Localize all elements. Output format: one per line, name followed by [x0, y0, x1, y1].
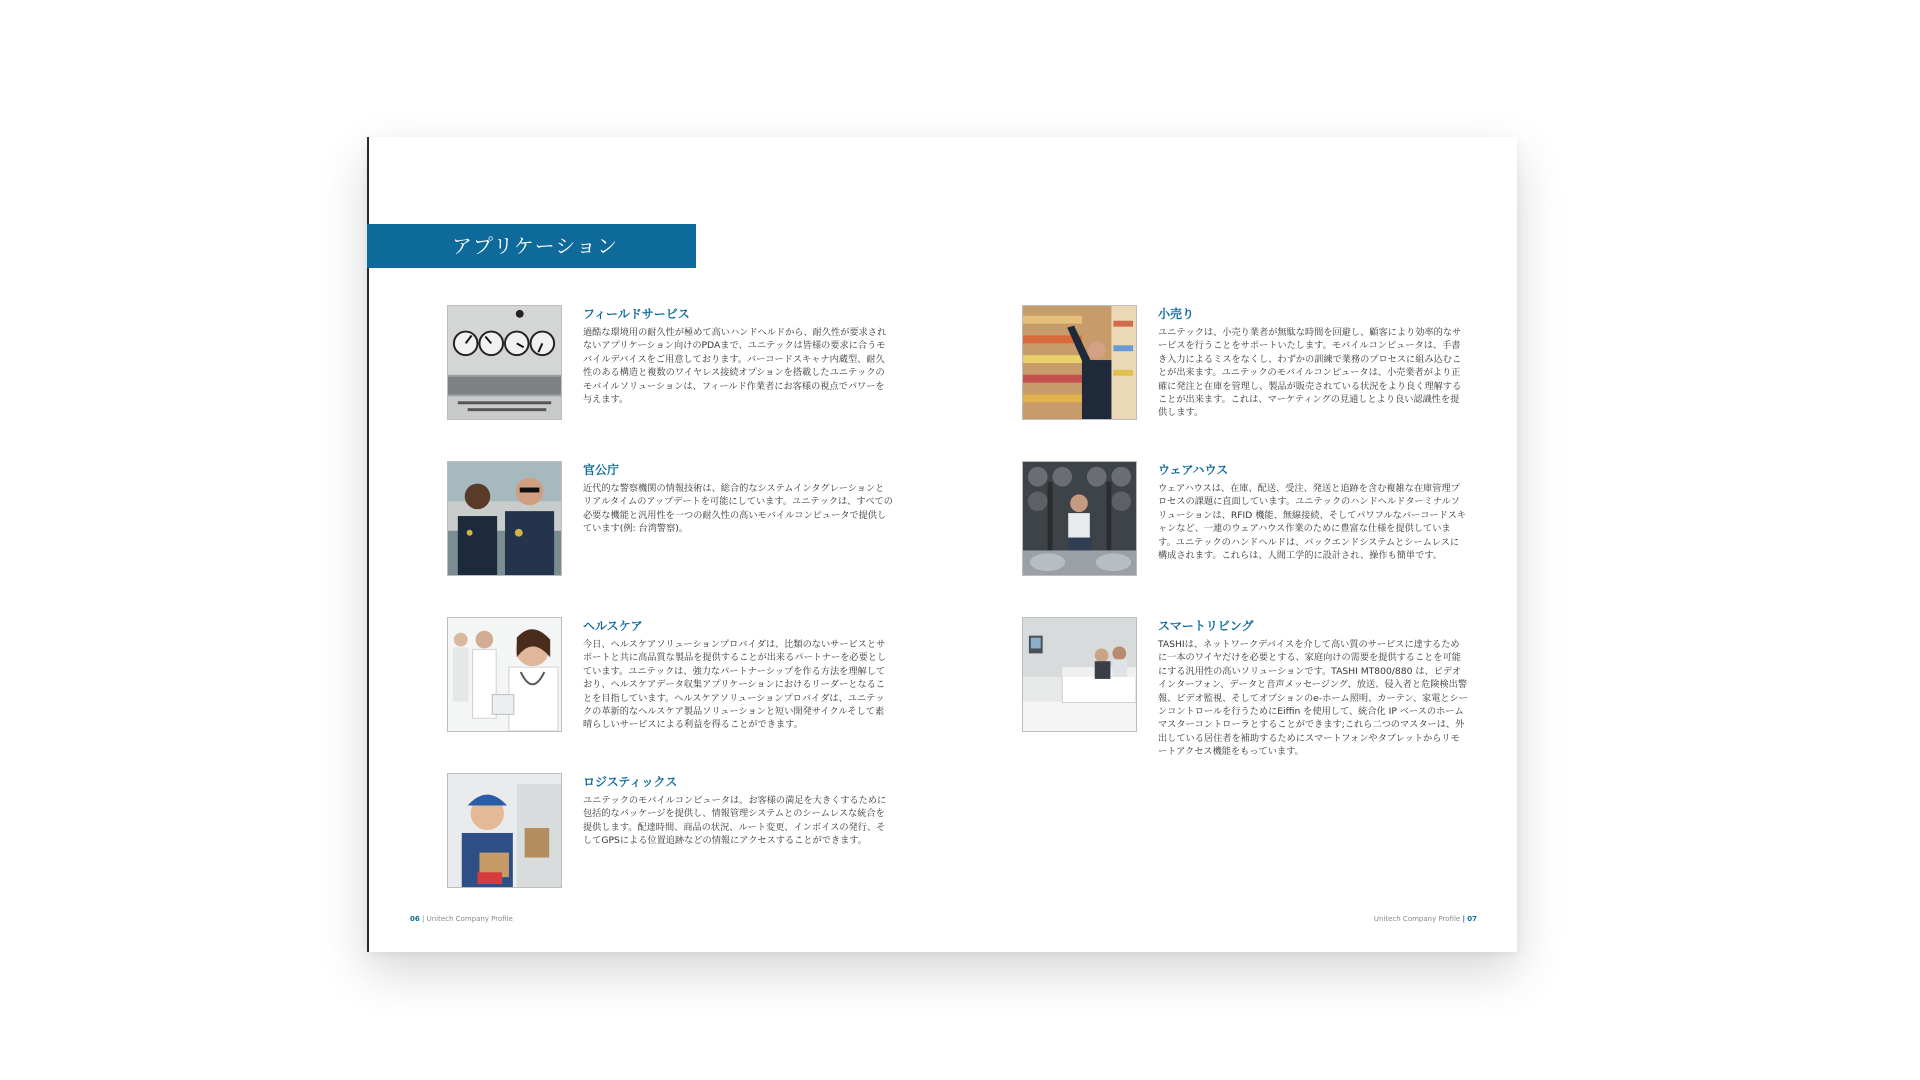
section-title: アプリケーション: [452, 234, 618, 258]
item-description: ユニテックのモバイルコンピュータは、お客様の満足を大きくするために包括的なパッケージを提供し、情報管理システムとのシームレスな統合を提供します。配達時間、商品の状況、ルート変更、インボイスの発行、そしてGPSによる位置追跡などの情報にアクセスすることができます。: [583, 795, 887, 847]
page-number-right: 07: [1467, 915, 1477, 923]
police-officers-photo: [447, 461, 562, 576]
item-title: フィールドサービス: [583, 307, 690, 321]
smart-living-room-photo: [1022, 617, 1137, 732]
application-smart-living: [1022, 617, 1468, 758]
item-title: ロジスティックス: [583, 775, 678, 789]
folio-separator: |: [1462, 915, 1466, 923]
item-description: 今日、ヘルスケアソリューションプロバイダは、比類のないサービスとサポートと共に高品質な製品を提供することが出来るパートナーを必要としています。ユニテックは、強力なパートナーシップを作る方法を理解しており、ヘルスケアデータ収集アプリケーションにおけるリーダーとなることを目指しています。ヘルスケアソリューションプロバイダは、ユニテックの革新的なヘルスケア製品ソリューションと短い開発サイクルそして素晴らしいサービスによる利益を得ることができます。: [583, 639, 887, 731]
item-title: ウェアハウス: [1158, 463, 1229, 477]
folio-text-left: Unitech Company Profile: [426, 915, 513, 923]
application-healthcare: [447, 617, 887, 737]
delivery-worker-photo: [447, 773, 562, 888]
application-logistics: [447, 773, 887, 893]
application-government: [447, 461, 893, 581]
item-description: ウェアハウスは、在庫、配送、受注、発送と追跡を含む複雑な在庫管理プロセスの課題に直面しています。ユニテックのハンドヘルドターミナルソリューションは、RFID 機能、無線接続、そしてパワフルなバーコードスキャンなど、一連のウェアハウス作業のために豊富な仕様を提供しています。ユニテックのハンドヘルドは、バックエンドシステムとシームレスに構成されます。これらは、人間工学的に設計され、操作も簡単です。: [1158, 483, 1467, 562]
application-warehouse: [1022, 461, 1467, 581]
folio-right: [1374, 915, 1477, 923]
item-title: スマートリビング: [1158, 619, 1254, 633]
warehouse-forklift-photo: [1022, 461, 1137, 576]
application-field-service: [447, 305, 887, 425]
retail-shelf-photo: [1022, 305, 1137, 420]
item-description: TASHIは、ネットワークデバイスを介して高い質のサービスに達するために一本のワイヤだけを必要とする、家庭向けの需要を提供することを可能にする汎用性の高いソリューションです。TASHI MT800/880 は、ビデオインターフォン、データと音声メッセージング、放送、侵入者と危険検出警報、ビデオ監視、そしてオプションのe-ホーム照明、カーテン、家電とシーンコントロールを行うためにEiffin を使用して、統合化 IP ベースのホームマスターコントローラとすることができます;これら二つのマスターは、外出している居住者を補助するためにスマートフォンやタブレットからリモートアクセス機能をもっています。: [1158, 639, 1468, 758]
folio-left: [410, 915, 513, 923]
section-banner: [367, 224, 696, 268]
folio-text-right: Unitech Company Profile: [1373, 915, 1461, 923]
page-number-left: 06: [410, 915, 420, 923]
folio-separator: |: [421, 915, 425, 923]
item-description: ユニテックは、小売り業者が無駄な時間を回避し、顧客により効率的なサービスを行うことをサポートいたします。モバイルコンピュータは、手書き入力によるミスをなくし、わずかの訓練で業務のプロセスに組み込むことが出来ます。ユニテックのモバイルコンピュータは、小売業者がより正確に発注と在庫を管理し、製品が販売されている状況をより良く理解することが出来ます。これは、マーケティングの見通しとより良い認識性を提供します。: [1158, 327, 1462, 419]
item-title: 小売り: [1158, 307, 1195, 321]
electric-meter-photo: [447, 305, 562, 420]
item-description: 近代的な警察機関の情報技術は、総合的なシステムインタグレーションとリアルタイムのアップデートを可能にしています。ユニテックは、すべての必要な機能と汎用性を一つの耐久性の高いモバイルコンピュータで提供しています(例: 台湾警察)。: [583, 483, 893, 535]
brochure-spread: [367, 137, 1517, 952]
item-description: 過酷な環境用の耐久性が極めて高いハンドヘルドから、耐久性が要求されないアプリケーション向けのPDAまで、ユニテックは皆様の要求に合うモバイルデバイスをご用意しております。バーコードスキャナ内蔵型、耐久性のある構造と複数のワイヤレス接続オプションを搭載したユニテックのモバイルソリューションは、フィールド作業者にお客様の視点でパワーを与えます。: [583, 327, 887, 406]
healthcare-doctors-photo: [447, 617, 562, 732]
item-title: 官公庁: [583, 463, 620, 477]
application-retail: [1022, 305, 1462, 425]
item-title: ヘルスケア: [583, 619, 643, 633]
